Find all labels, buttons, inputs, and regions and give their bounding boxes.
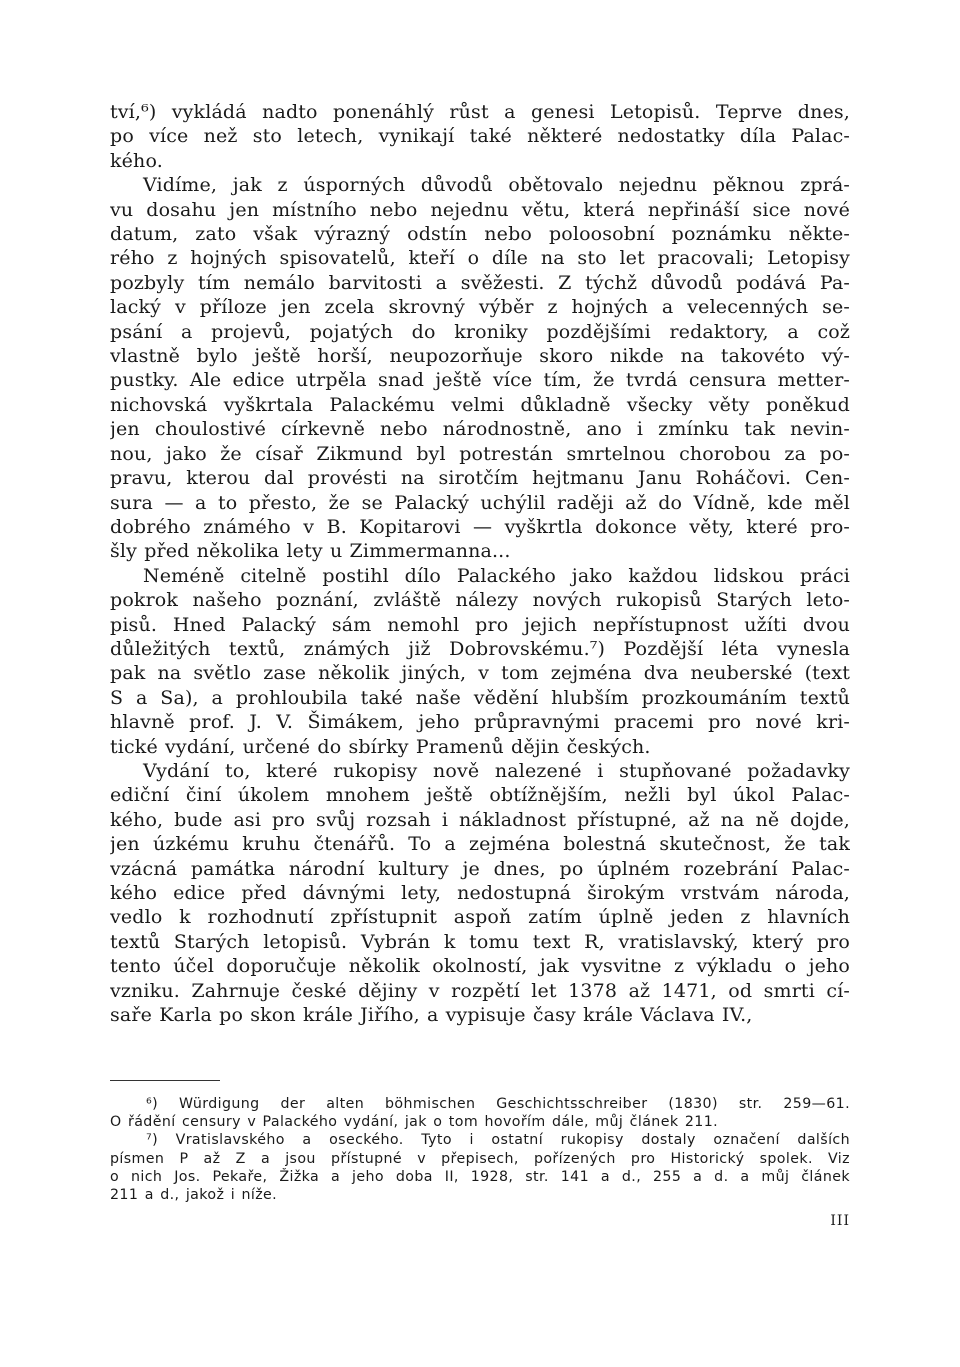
text-line: jen choulostivé církevně nebo národnostně, ano i zmínku tak nevin- [110,418,850,441]
text-line: kého edice před dávnými lety, nedostupná širokým vrstvám národa, [110,882,850,904]
text-line: textů Starých letopisů. Vybrán k tomu text R, vratislavský, který pro [110,930,850,953]
text-line: rého z hojných spisovatelů, kteří o díle na sto let pracovali; Letopisy [110,247,850,270]
text-line: kého, bude asi pro svůj rozsah i nákladnost přístupné, až na ně dojde, [110,808,850,831]
text-line: Neméně citelně postihl dílo Palackého jako každou lidskou práci [143,564,850,587]
footnote-divider [110,1080,220,1081]
text-line: vedlo k rozhodnutí zpřístupnit aspoň zatím úplně jeden z hlavních [110,906,850,929]
footnote-line: o nich Jos. Pekaře, Žižka a jeho doba II, 1928, str. 141 a d., 255 a d. a můj článek [110,1168,850,1185]
text-line: důležitých textů, známých již Dobrovskému.⁷) Pozdější léta vynesla [110,637,850,660]
text-line: dobrého známého v B. Kopitarovi — vyškrtla dokonce věty, které pro- [110,515,850,538]
footnote-line: písmen P až Z a jsou přístupné v přepisech, pořízených pro Historický spolek. Viz [110,1150,850,1167]
text-line: vzácná památka národní kultury je dnes, po úplném rozebrání Palac- [110,857,850,880]
text-line: pravu, kterou dal provésti na sirotčím hejtmanu Janu Roháčovi. Cen- [110,467,850,490]
footnote-line: 211 a d., jakož i níže. [110,1187,278,1204]
paragraph-vidime [110,173,850,564]
paragraph-intro [110,100,850,173]
text-line: ediční činí úkolem mnohem ještě obtížnějším, nežli byl úkol Palac- [110,784,850,807]
text-line: kého. [110,149,163,172]
text-line: sura — a to přesto, že se Palacký uchýlil raději až do Vídně, kde měl [110,491,850,514]
footnotes [110,1095,850,1204]
text-line: Vydání to, které rukopisy nově nalezené i stupňované požadavky [143,759,850,782]
footnote-6 [110,1095,850,1131]
text-line: saře Karla po skon krále Jiřího, a vypisuje časy krále Václava IV., [110,1004,753,1027]
text-line: pokrok našeho poznání, zvláště nálezy nových rukopisů Starých leto- [110,589,850,612]
paragraph-nemene [110,564,850,759]
paragraph-vydani [110,759,850,1027]
text-line: Vidíme, jak z úsporných důvodů obětovalo nejednu pěknou zprá- [143,174,850,197]
text-line: vlastně bylo ještě horší, neupozorňuje skoro nikde na takovéto vý- [110,345,850,368]
text-line: tento účel doporučuje několik okolností, jak vysvitne z výkladu o jeho [110,955,850,978]
text-line: lacký v příloze jen zcela skrovný výběr z hojných a velecenných se- [110,296,850,319]
text-line: pak na světlo zase několik jiných, v tom zejména dva neuberské (text [110,662,850,685]
text-line: jen úzkému kruhu čtenářů. To a zejména bolestná skutečnost, že tak [110,833,850,856]
text-line: datum, zato však výrazný odstín nebo poloosobní poznámku někte- [110,223,850,246]
text-line: psání a projevů, pojatých do kroniky pozdějšími redaktory, a což [110,320,850,343]
page-number: III [830,1213,850,1229]
footnote-line: O řádění censury v Palackého vydání, jak o tom hovořím dále, můj článek 211. [110,1114,719,1131]
footnote-line: ⁷) Vratislavského a oseckého. Tyto i ostatní rukopisy dostaly označení dalších [146,1132,850,1149]
text-line: pisů. Hned Palacký sám nemohl pro jejich nepřístupnost užíti dvou [110,613,850,636]
footnote-line: ⁶) Würdigung der alten böhmischen Geschichtsschreiber (1830) str. 259—61. [146,1096,850,1112]
text-line: šly před několika lety u Zimmermanna... [110,540,511,563]
text-line: vzniku. Zahrnuje české dějiny v rozpětí let 1378 až 1471, od smrti cí- [110,979,850,1002]
text-line: S a Sa), a prohloubila také naše vědění hlubším prozkoumáním textů [110,686,850,709]
text-line: hlavně prof. J. V. Šimákem, jeho průpravnými pracemi pro nové kri- [110,711,850,734]
text-line: pozbyly tím nemálo barvitosti a svěžesti. Z týchž důvodů podává Pa- [110,271,850,294]
text-line: tví,⁶) vykládá nadto ponenáhlý růst a genesi Letopisů. Teprve dnes, [110,101,850,123]
text-line: vu dosahu jen místního nebo nejednu větu, která nepřináší sice nové [110,198,850,221]
text-line: nou, jako že císař Zikmund byl potrestán smrtelnou chorobou za po- [110,442,850,465]
footnote-7 [110,1131,850,1204]
text-line: po více než sto letech, vynikají také některé nedostatky díla Palac- [110,125,850,148]
text-line: pustky. Ale edice utrpěla snad ještě více tím, že tvrdá censura metter- [110,369,850,392]
text-line: nichovská vyškrtala Palackému velmi důkladně všecky věty poněkud [110,393,850,416]
main-text [110,100,850,1027]
text-line: tické vydání, určené do sbírky Pramenů dějin českých. [110,735,651,758]
